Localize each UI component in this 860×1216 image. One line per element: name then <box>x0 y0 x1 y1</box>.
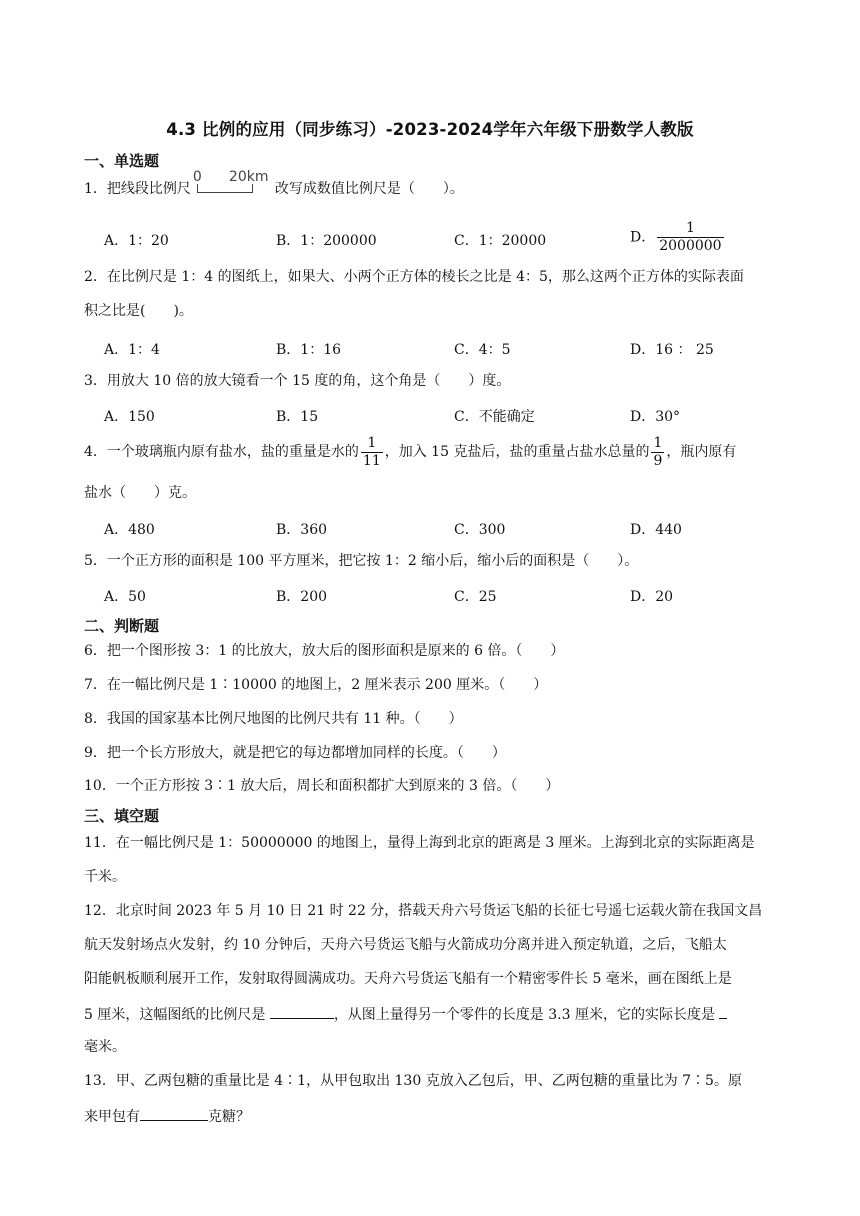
answer-blank-length[interactable] <box>719 1004 727 1019</box>
section-heading-fill-in: 三、填空题 <box>84 807 160 825</box>
question-2-line-1: 2．在比例尺是 1：4 的图纸上，如果大、小两个正方体的棱长之比是 4：5，那么这两个正方体的实际表面 <box>84 269 744 285</box>
question-11-line-1: 11．在一幅比例尺是 1：50000000 的地图上，量得上海到北京的距离是 3 厘米。上海到北京的实际距离是 <box>84 835 755 851</box>
question-1-option-d <box>630 220 726 255</box>
scale-20km-label: 20km <box>228 169 269 185</box>
question-13-text-a: 来甲包有 <box>84 1109 140 1125</box>
question-3-option-a: A．150 <box>104 409 155 425</box>
fraction-one-ninth <box>651 435 664 470</box>
question-4-option-b: B．360 <box>276 522 328 538</box>
question-5-option-b: B．200 <box>276 589 328 605</box>
question-6: 6．把一个图形按 3：1 的比放大，放大后的图形面积是原来的 6 倍。（ ） <box>84 643 565 659</box>
fraction-numerator: 1 <box>367 434 377 451</box>
question-4-text-post: ，瓶内原有 <box>666 444 737 460</box>
question-2-option-c: C．4：5 <box>454 342 511 358</box>
question-11-line-2: 千米。 <box>84 869 126 885</box>
answer-blank-sugar[interactable] <box>140 1106 208 1121</box>
question-2-option-d: D．16 ： 25 <box>630 342 714 358</box>
question-12-line-2: 航天发射场点火发射，约 10 分钟后，天舟六号货运飞船与火箭成功分离并进入预定轨道，之后，飞船太 <box>84 937 727 953</box>
question-12-line-1: 12．北京时间 2023 年 5 月 10 日 21 时 22 分，搭载天舟六号货运飞船的长征七号遥七运载火箭在我国文昌 <box>84 903 763 919</box>
question-2-option-a: A．1：4 <box>104 342 160 358</box>
question-4-line-1 <box>84 434 736 470</box>
question-4-option-c: C．300 <box>454 522 506 538</box>
question-1-text-post: 改写成数值比例尺是（ ）。 <box>274 181 464 197</box>
question-4-option-d: D．440 <box>630 522 682 538</box>
question-2-line-2: 积之比是( )。 <box>84 303 193 319</box>
question-3: 3．用放大 10 倍的放大镜看一个 15 度的角，这个角是（ ）度。 <box>84 373 511 389</box>
question-8: 8．我国的国家基本比例尺地图的比例尺共有 11 种。（ ） <box>84 711 463 727</box>
question-1-option-b: B．1：200000 <box>276 233 377 249</box>
question-1-option-a: A．1：20 <box>104 233 169 249</box>
fraction-denominator: 11 <box>362 452 381 469</box>
section-heading-single-choice: 一、单选题 <box>84 152 160 170</box>
option-d-fraction <box>657 220 723 255</box>
question-9: 9．把一个长方形放大，就是把它的每边都增加同样的长度。（ ） <box>84 745 506 761</box>
question-2-option-b: B．1：16 <box>276 342 342 358</box>
question-5: 5．一个正方形的面积是 100 平方厘米，把它按 1：2 缩小后，缩小后的面积是（ ）。 <box>84 553 639 569</box>
question-1 <box>84 169 464 198</box>
option-d-label: D． <box>630 229 656 246</box>
question-12-line-4 <box>84 1004 727 1024</box>
question-3-option-c: C．不能确定 <box>454 409 535 425</box>
question-12-text-b: ，从图上量得另一个零件的长度是 3.3 厘米，它的实际长度是 <box>333 1007 715 1023</box>
answer-blank-scale[interactable] <box>270 1004 334 1019</box>
section-heading-true-false: 二、判断题 <box>84 617 160 635</box>
question-5-option-d: D．20 <box>630 589 674 605</box>
scale-zero-label: 0 <box>192 169 202 185</box>
question-12-text-a: 5 厘米，这幅图纸的比例尺是 <box>84 1007 266 1023</box>
question-4-option-a: A．480 <box>104 522 155 538</box>
question-13-line-2 <box>84 1106 250 1126</box>
question-13-text-b: 克糖？ <box>208 1109 250 1125</box>
question-5-option-a: A．50 <box>104 589 146 605</box>
question-4-line-2: 盐水（ ）克。 <box>84 485 196 501</box>
question-10: 10．一个正方形按 3∶1 放大后，周长和面积都扩大到原来的 3 倍。（ ） <box>84 778 560 794</box>
question-7: 7．在一幅比例尺是 1∶10000 的地图上，2 厘米表示 200 厘米。（ ） <box>84 677 548 693</box>
question-12-line-5: 毫米。 <box>84 1039 126 1055</box>
question-4-text-pre: 4．一个玻璃瓶内原有盐水，盐的重量是水的 <box>84 444 359 460</box>
fraction-denominator: 9 <box>653 452 663 469</box>
scale-bar <box>197 184 253 193</box>
question-12-line-3: 阳能帆板顺利展开工作，发射取得圆满成功。天舟六号货运飞船有一个精密零件长 5 毫米，画在图纸上是 <box>84 971 732 987</box>
question-3-option-d: D．30° <box>630 409 681 425</box>
question-13-line-1: 13．甲、乙两包糖的重量比是 4∶1，从甲包取出 130 克放入乙包后，甲、乙两包糖的重量比为 7∶5。原 <box>84 1073 742 1089</box>
fraction-denominator: 2000000 <box>659 238 722 254</box>
question-1-text-pre: 1．把线段比例尺 <box>84 181 191 197</box>
question-4-text-mid: ，加入 15 克盐后，盐的重量占盐水总量的 <box>384 444 650 460</box>
question-1-option-c: C．1：20000 <box>454 233 547 249</box>
page-title: 4.3 比例的应用（同步练习）-2023-2024学年六年级下册数学人教版 <box>166 120 694 139</box>
question-3-option-b: B．15 <box>276 409 319 425</box>
line-scale-icon <box>193 168 273 198</box>
fraction-numerator: 1 <box>653 434 663 451</box>
question-5-option-c: C．25 <box>454 589 497 605</box>
fraction-one-eleventh <box>361 435 383 470</box>
fraction-numerator: 1 <box>685 220 695 236</box>
